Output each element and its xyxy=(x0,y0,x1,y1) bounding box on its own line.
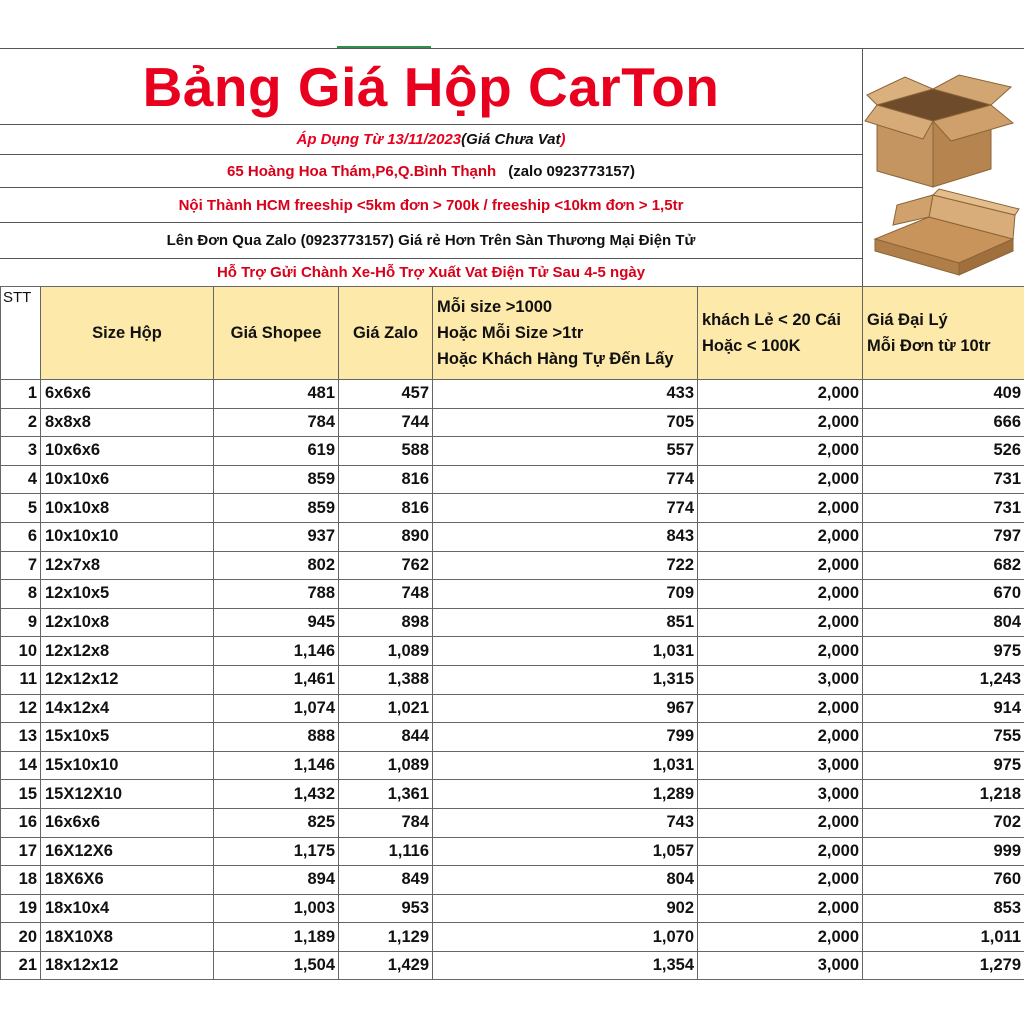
table-row xyxy=(1,608,1024,637)
row-number-cell: 13 xyxy=(1,723,41,752)
row-number-cell: 19 xyxy=(1,894,41,923)
price-retail-cell: 2,000 xyxy=(698,408,863,437)
price-shopee-cell: 619 xyxy=(214,437,339,466)
price-shopee-cell: 1,003 xyxy=(214,894,339,923)
table-row xyxy=(1,665,1024,694)
price-bulk-cell: 851 xyxy=(433,608,698,637)
price-zalo-cell: 849 xyxy=(339,866,433,895)
price-zalo-cell: 588 xyxy=(339,437,433,466)
price-retail-cell: 2,000 xyxy=(698,551,863,580)
price-agent-cell: 670 xyxy=(863,580,1024,609)
price-bulk-cell: 1,070 xyxy=(433,923,698,952)
price-retail-cell: 2,000 xyxy=(698,580,863,609)
row-number-cell: 6 xyxy=(1,522,41,551)
table-row xyxy=(1,808,1024,837)
price-shopee-cell: 945 xyxy=(214,608,339,637)
price-shopee-cell: 788 xyxy=(214,580,339,609)
table-row xyxy=(1,837,1024,866)
row-number-cell: 9 xyxy=(1,608,41,637)
price-agent-cell: 914 xyxy=(863,694,1024,723)
effective-date: Áp Dụng Từ 13/11/2023 xyxy=(296,131,462,148)
price-zalo-cell: 744 xyxy=(339,408,433,437)
price-bulk-cell: 1,315 xyxy=(433,665,698,694)
box-size-cell: 6x6x6 xyxy=(41,380,214,409)
price-shopee-cell: 1,189 xyxy=(214,923,339,952)
table-header-row xyxy=(1,287,1024,380)
box-size-cell: 16x6x6 xyxy=(41,808,214,837)
box-size-cell: 12x12x8 xyxy=(41,637,214,666)
table-row xyxy=(1,951,1024,980)
price-zalo-cell: 816 xyxy=(339,494,433,523)
price-retail-cell: 2,000 xyxy=(698,923,863,952)
price-retail-cell: 2,000 xyxy=(698,723,863,752)
price-agent-cell: 1,218 xyxy=(863,780,1024,809)
price-retail-cell: 2,000 xyxy=(698,522,863,551)
order-row xyxy=(0,223,862,259)
column-header-agent xyxy=(863,287,1024,380)
price-shopee-cell: 1,432 xyxy=(214,780,339,809)
table-row xyxy=(1,551,1024,580)
price-agent-cell: 682 xyxy=(863,551,1024,580)
price-retail-cell: 3,000 xyxy=(698,951,863,980)
price-shopee-cell: 784 xyxy=(214,408,339,437)
row-number-cell: 15 xyxy=(1,780,41,809)
price-retail-cell: 2,000 xyxy=(698,637,863,666)
price-zalo-cell: 1,388 xyxy=(339,665,433,694)
box-size-cell: 10x10x10 xyxy=(41,522,214,551)
price-bulk-cell: 902 xyxy=(433,894,698,923)
price-shopee-cell: 1,146 xyxy=(214,637,339,666)
row-number-cell: 14 xyxy=(1,751,41,780)
price-shopee-cell: 481 xyxy=(214,380,339,409)
price-zalo-cell: 1,089 xyxy=(339,751,433,780)
price-agent-cell: 797 xyxy=(863,522,1024,551)
price-shopee-cell: 888 xyxy=(214,723,339,752)
carton-box-open-image xyxy=(863,49,1023,285)
price-agent-cell: 804 xyxy=(863,608,1024,637)
price-retail-cell: 2,000 xyxy=(698,894,863,923)
row-number-cell: 8 xyxy=(1,580,41,609)
price-bulk-cell: 1,057 xyxy=(433,837,698,866)
price-agent-cell: 702 xyxy=(863,808,1024,837)
page-title: Bảng Giá Hộp CarTon xyxy=(142,55,720,118)
support-note: Hỗ Trợ Gửi Chành Xe-Hỗ Trợ Xuất Vat Điện Tử Sau 4-5 ngày xyxy=(216,264,646,281)
table-row xyxy=(1,923,1024,952)
column-header-bulk-line2: Hoặc Mỗi Size >1tr xyxy=(437,324,584,342)
table-row xyxy=(1,723,1024,752)
price-bulk-cell: 843 xyxy=(433,522,698,551)
price-zalo-cell: 1,116 xyxy=(339,837,433,866)
column-header-shopee: Giá Shopee xyxy=(214,287,339,380)
column-header-retail-line1: khách Lẻ < 20 Cái xyxy=(702,311,841,329)
table-row xyxy=(1,494,1024,523)
price-retail-cell: 3,000 xyxy=(698,780,863,809)
price-bulk-cell: 705 xyxy=(433,408,698,437)
price-agent-cell: 853 xyxy=(863,894,1024,923)
price-shopee-cell: 825 xyxy=(214,808,339,837)
table-row xyxy=(1,408,1024,437)
address: 65 Hoàng Hoa Thám,P6,Q.Bình Thạnh xyxy=(227,162,497,180)
price-zalo-cell: 890 xyxy=(339,522,433,551)
price-agent-cell: 666 xyxy=(863,408,1024,437)
box-size-cell: 15x10x5 xyxy=(41,723,214,752)
price-agent-cell: 731 xyxy=(863,465,1024,494)
box-size-cell: 12x10x5 xyxy=(41,580,214,609)
row-number-cell: 10 xyxy=(1,637,41,666)
price-shopee-cell: 1,175 xyxy=(214,837,339,866)
price-shopee-cell: 802 xyxy=(214,551,339,580)
price-bulk-cell: 743 xyxy=(433,808,698,837)
column-header-stt: STT xyxy=(1,287,41,380)
price-agent-cell: 1,011 xyxy=(863,923,1024,952)
price-retail-cell: 2,000 xyxy=(698,837,863,866)
freeship-row xyxy=(0,188,862,223)
price-retail-cell: 2,000 xyxy=(698,437,863,466)
price-bulk-cell: 774 xyxy=(433,494,698,523)
box-size-cell: 18X10X8 xyxy=(41,923,214,952)
table-row xyxy=(1,866,1024,895)
vat-note: (Giá Chưa Vat xyxy=(461,131,561,148)
box-size-cell: 15X12X10 xyxy=(41,780,214,809)
box-size-cell: 16X12X6 xyxy=(41,837,214,866)
price-zalo-cell: 844 xyxy=(339,723,433,752)
price-zalo-cell: 898 xyxy=(339,608,433,637)
column-header-bulk-line1: Mỗi size >1000 xyxy=(437,298,553,316)
price-zalo-cell: 1,089 xyxy=(339,637,433,666)
price-agent-cell: 999 xyxy=(863,837,1024,866)
title-row xyxy=(0,49,862,125)
price-agent-cell: 1,243 xyxy=(863,665,1024,694)
row-number-cell: 5 xyxy=(1,494,41,523)
row-number-cell: 20 xyxy=(1,923,41,952)
box-size-cell: 12x12x12 xyxy=(41,665,214,694)
price-bulk-cell: 804 xyxy=(433,866,698,895)
price-zalo-cell: 1,361 xyxy=(339,780,433,809)
price-agent-cell: 1,279 xyxy=(863,951,1024,980)
price-zalo-cell: 1,129 xyxy=(339,923,433,952)
box-size-cell: 10x6x6 xyxy=(41,437,214,466)
table-row xyxy=(1,522,1024,551)
price-bulk-cell: 967 xyxy=(433,694,698,723)
price-zalo-cell: 1,021 xyxy=(339,694,433,723)
table-row xyxy=(1,780,1024,809)
price-bulk-cell: 799 xyxy=(433,723,698,752)
order-note: Lên Đơn Qua Zalo (0923773157) Giá rẻ Hơn Trên Sàn Thương Mại Điện Tử xyxy=(166,232,696,249)
column-header-size: Size Hộp xyxy=(41,287,214,380)
price-zalo-cell: 457 xyxy=(339,380,433,409)
box-size-cell: 12x7x8 xyxy=(41,551,214,580)
price-bulk-cell: 774 xyxy=(433,465,698,494)
support-row xyxy=(0,259,862,287)
row-number-cell: 11 xyxy=(1,665,41,694)
price-shopee-cell: 894 xyxy=(214,866,339,895)
table-row xyxy=(1,637,1024,666)
price-agent-cell: 975 xyxy=(863,751,1024,780)
column-header-agent-line1: Giá Đại Lý xyxy=(867,311,948,329)
price-agent-cell: 760 xyxy=(863,866,1024,895)
table-row xyxy=(1,437,1024,466)
price-table xyxy=(0,286,1024,980)
freeship-note: Nội Thành HCM freeship <5km đơn > 700k / freeship <10km đơn > 1,5tr xyxy=(178,196,684,214)
price-banner xyxy=(0,48,862,287)
row-number-cell: 18 xyxy=(1,866,41,895)
price-zalo-cell: 816 xyxy=(339,465,433,494)
box-size-cell: 14x12x4 xyxy=(41,694,214,723)
box-size-cell: 10x10x6 xyxy=(41,465,214,494)
column-header-zalo: Giá Zalo xyxy=(339,287,433,380)
price-retail-cell: 3,000 xyxy=(698,751,863,780)
price-agent-cell: 731 xyxy=(863,494,1024,523)
column-header-retail-line2: Hoặc < 100K xyxy=(702,337,801,355)
price-retail-cell: 2,000 xyxy=(698,694,863,723)
row-number-cell: 1 xyxy=(1,380,41,409)
box-size-cell: 15x10x10 xyxy=(41,751,214,780)
price-bulk-cell: 1,354 xyxy=(433,951,698,980)
table-row xyxy=(1,380,1024,409)
price-agent-cell: 755 xyxy=(863,723,1024,752)
price-bulk-cell: 709 xyxy=(433,580,698,609)
column-header-bulk xyxy=(433,287,698,380)
price-zalo-cell: 748 xyxy=(339,580,433,609)
price-shopee-cell: 1,461 xyxy=(214,665,339,694)
box-size-cell: 10x10x8 xyxy=(41,494,214,523)
price-agent-cell: 975 xyxy=(863,637,1024,666)
row-number-cell: 12 xyxy=(1,694,41,723)
price-retail-cell: 2,000 xyxy=(698,866,863,895)
table-row xyxy=(1,694,1024,723)
price-shopee-cell: 859 xyxy=(214,465,339,494)
price-bulk-cell: 1,289 xyxy=(433,780,698,809)
price-shopee-cell: 937 xyxy=(214,522,339,551)
price-zalo-cell: 762 xyxy=(339,551,433,580)
price-retail-cell: 2,000 xyxy=(698,808,863,837)
price-zalo-cell: 784 xyxy=(339,808,433,837)
price-agent-cell: 526 xyxy=(863,437,1024,466)
vat-note-close: ) xyxy=(560,131,566,148)
price-zalo-cell: 953 xyxy=(339,894,433,923)
table-row xyxy=(1,751,1024,780)
row-number-cell: 17 xyxy=(1,837,41,866)
price-agent-cell: 409 xyxy=(863,380,1024,409)
price-shopee-cell: 1,146 xyxy=(214,751,339,780)
box-size-cell: 18x10x4 xyxy=(41,894,214,923)
table-row xyxy=(1,894,1024,923)
product-images xyxy=(862,48,1024,286)
table-body xyxy=(1,380,1024,980)
price-retail-cell: 2,000 xyxy=(698,608,863,637)
box-size-cell: 18x12x12 xyxy=(41,951,214,980)
table-row xyxy=(1,580,1024,609)
price-retail-cell: 3,000 xyxy=(698,665,863,694)
price-bulk-cell: 1,031 xyxy=(433,637,698,666)
table-row xyxy=(1,465,1024,494)
column-header-bulk-line3: Hoặc Khách Hàng Tự Đến Lấy xyxy=(437,350,674,368)
price-shopee-cell: 1,504 xyxy=(214,951,339,980)
box-size-cell: 12x10x8 xyxy=(41,608,214,637)
price-bulk-cell: 433 xyxy=(433,380,698,409)
price-bulk-cell: 722 xyxy=(433,551,698,580)
row-number-cell: 7 xyxy=(1,551,41,580)
box-size-cell: 8x8x8 xyxy=(41,408,214,437)
price-bulk-cell: 557 xyxy=(433,437,698,466)
row-number-cell: 16 xyxy=(1,808,41,837)
price-zalo-cell: 1,429 xyxy=(339,951,433,980)
row-number-cell: 3 xyxy=(1,437,41,466)
address-row xyxy=(0,155,862,188)
price-retail-cell: 2,000 xyxy=(698,465,863,494)
price-retail-cell: 2,000 xyxy=(698,494,863,523)
row-number-cell: 21 xyxy=(1,951,41,980)
column-header-agent-line2: Mỗi Đơn từ 10tr xyxy=(867,337,991,355)
row-number-cell: 2 xyxy=(1,408,41,437)
price-shopee-cell: 859 xyxy=(214,494,339,523)
price-retail-cell: 2,000 xyxy=(698,380,863,409)
zalo-contact: (zalo 0923773157) xyxy=(508,162,635,180)
box-size-cell: 18X6X6 xyxy=(41,866,214,895)
column-header-retail xyxy=(698,287,863,380)
price-shopee-cell: 1,074 xyxy=(214,694,339,723)
price-bulk-cell: 1,031 xyxy=(433,751,698,780)
row-number-cell: 4 xyxy=(1,465,41,494)
effective-date-row xyxy=(0,125,862,155)
